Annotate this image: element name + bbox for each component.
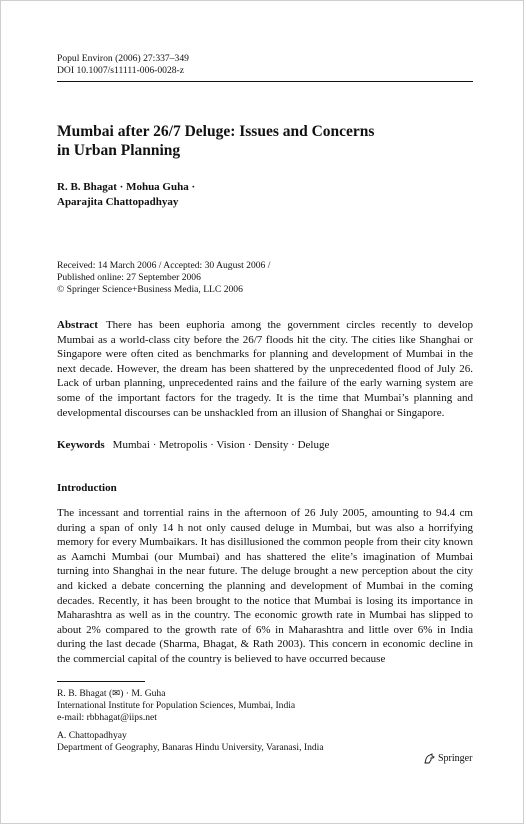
section-heading-introduction: Introduction — [57, 482, 117, 494]
journal-citation: Popul Environ (2006) 27:337–349 — [57, 53, 189, 64]
springer-horse-icon — [423, 753, 435, 765]
header-rule — [57, 81, 473, 82]
footnote-institution-1: International Institute for Population Sciences, Mumbai, India — [57, 700, 296, 711]
footnote-affiliation-2 — [57, 730, 473, 754]
introduction-paragraph: The incessant and torrential rains in the afternoon of 26 July 2005, amounting to 94.4 cm during a span of only 14 h not only caused deluge in Mumbai, but was also a horrifying memory for every Mumbaikars. It has disillusioned the common people from their city known as Aamchi Mumbai (our Mumbai) and has shattered the elite’s imagination of Mumbai turning into Shanghai in the near future. The deluge brought a new perception about the city and kicked a debate concerning the planning and development of Mumbai in the coming decades. Recently, it has been brought to the notice that Mumbai is losing its importance in Maharashtra as well as in the country. The economic growth rate in Mumbai has slipped to about 2% compared to the growth rate of 6% in Maharashtra and little over 6% in India during the last decade (Sharma, Bhagat, & Rath 2003). This concern in economic decline in the commercial capital of the country is believed to have occurred because — [57, 507, 473, 665]
title-line-2: in Urban Planning — [57, 142, 181, 159]
keywords-text: Mumbai · Metropolis · Vision · Density · Deluge — [112, 439, 330, 451]
authors-line-1: R. B. Bhagat · Mohua Guha · — [57, 181, 196, 193]
doi-line: DOI 10.1007/s11111-006-0028-z — [57, 65, 185, 76]
publisher-name: Springer — [438, 753, 473, 764]
keywords — [57, 438, 473, 453]
author-list — [57, 180, 473, 210]
footnote-authors-1: R. B. Bhagat (✉) · M. Guha — [57, 688, 166, 699]
footnote-affiliation-1 — [57, 688, 473, 724]
published-date: Published online: 27 September 2006 — [57, 272, 201, 283]
abstract-text: There has been euphoria among the government circles recently to develop Mumbai as a world-class city before the 26/7 floods hit the city. The cities like Shanghai or Singapore were often cited as benchmarks for planning and development of Mumbai in the next decade. However, the dream has been shattered by the unprecedented flood of July 26. Lack of urban planning, unprecedented rains and the failure of the early warning system are some of the important factors for the tragedy. It is the time that Mumbai’s planning and developmental discourses can be unshackled from an illusion of Shanghai or Singapore. — [57, 319, 473, 419]
article-history — [57, 260, 473, 296]
authors-line-2: Aparajita Chattopadhyay — [57, 196, 179, 208]
footnote-rule — [57, 681, 145, 682]
publisher-logo — [423, 753, 472, 765]
received-date: Received: 14 March 2006 / Accepted: 30 August 2006 / — [57, 260, 271, 271]
abstract-label: Abstract — [57, 319, 98, 331]
footnote-institution-2: Department of Geography, Banaras Hindu University, Varanasi, India — [57, 742, 324, 753]
title-line-1: Mumbai after 26/7 Deluge: Issues and Concerns — [57, 123, 375, 140]
footnote-email[interactable]: e-mail: rbbhagat@iips.net — [57, 712, 157, 723]
footnote-authors-2: A. Chattopadhyay — [57, 730, 127, 741]
keywords-label: Keywords — [57, 439, 105, 451]
copyright-line: © Springer Science+Business Media, LLC 2006 — [57, 284, 243, 295]
journal-header — [57, 53, 473, 77]
article-title — [57, 122, 473, 160]
abstract — [57, 318, 473, 420]
